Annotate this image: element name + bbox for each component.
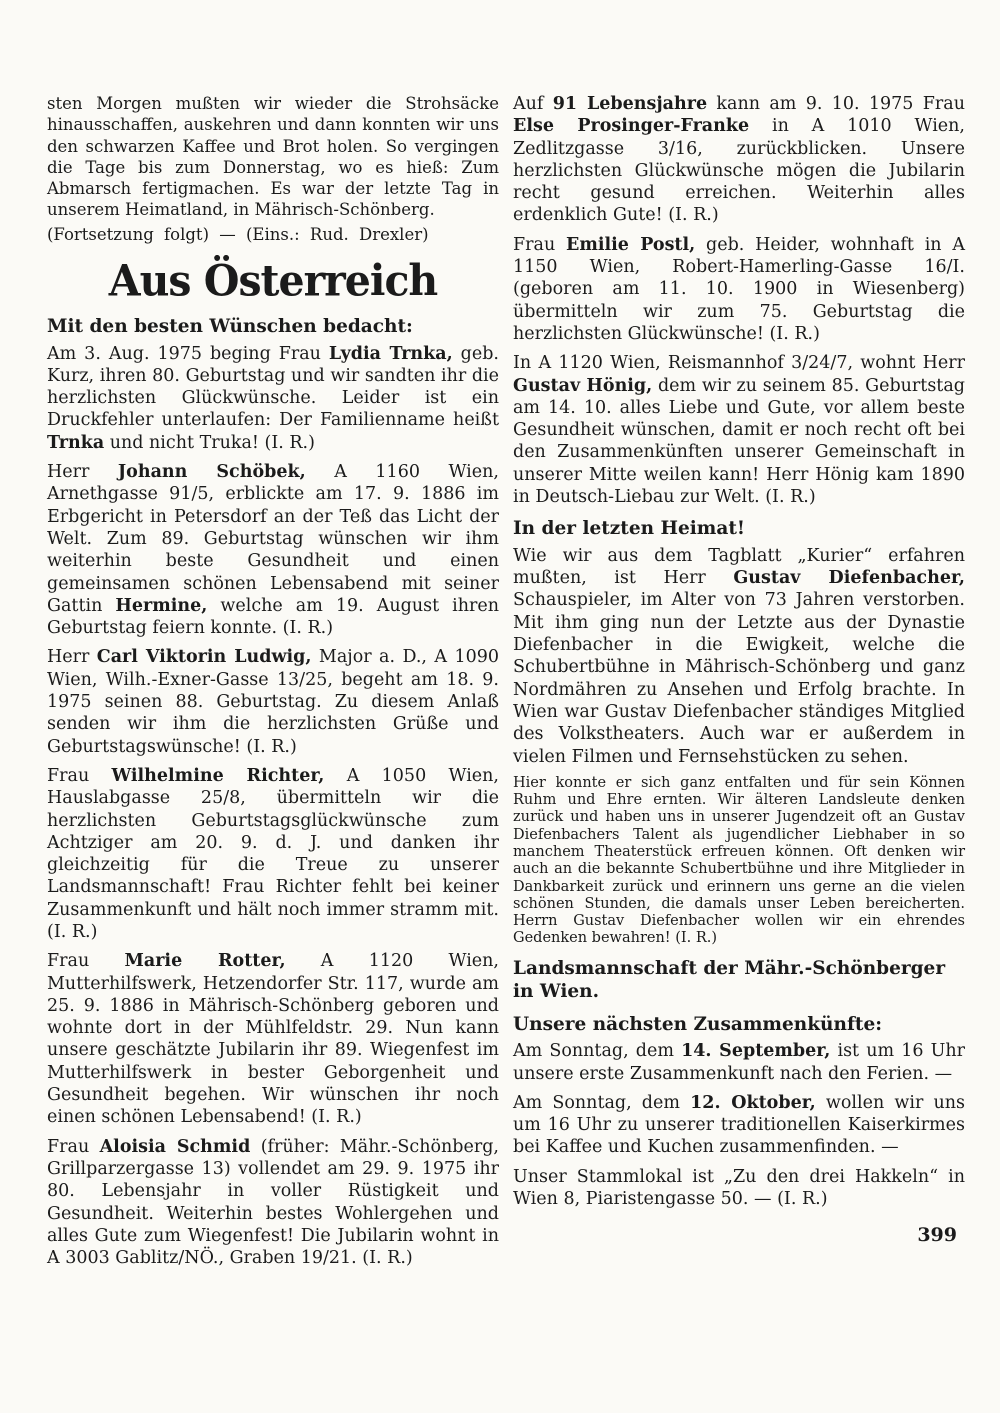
body-text: kann am 9. 10. 1975 Frau [707, 94, 965, 114]
emphasized-name: Trnka [47, 432, 105, 453]
body-text: Aus Österreich [108, 256, 438, 307]
body-text: A 1160 Wien, Arnethgasse 91/5, erblickte am 17. 9. 1886 im Erbgericht in Petersdorf an der Teß das Licht der Welt. Zum 89. Geburtstag wünschen wir ihm weiterhin beste Gesundheit und einen gemeinsamen schönen Lebensabend mit seiner Gattin [47, 462, 499, 616]
body-text: 399 [917, 1224, 957, 1247]
emphasized-name: Hermine, [115, 595, 208, 616]
schoebek-birthday-paragraph [47, 461, 499, 639]
body-text: Frau [47, 765, 112, 786]
story-continuation-paragraph [47, 93, 499, 221]
september-meeting-paragraph [513, 1040, 965, 1085]
body-text: geb. Heider, wohnhaft in A 1150 Wien, Robert-Hamerling-Gasse 16/I. (geboren am 11. 10. 1900 in Wiesenberg) übermitteln wir zum 75. Geburtstag die herzlichsten Glückwünsche! (I. R.) [513, 234, 965, 344]
letzte-heimat-heading [513, 517, 965, 541]
body-text: Auf [513, 94, 553, 114]
emphasized-name: 91 Lebensjahre [552, 94, 708, 114]
emphasized-name: Carl Viktorin Ludwig, [96, 647, 312, 668]
body-text: wollen wir uns um 16 Uhr zu unserer traditionellen Kaiserkirmes bei Kaffee und Kuchen zusammenfinden. — [513, 1092, 965, 1158]
body-text: in A 1010 Wien, Zedlitzgasse 3/16, zurückblicken. Unsere herzlichsten Glückwünsche mögen die Jubilarin recht gesund erreichen. Weiterhin alles erdenklich Gute! (I. R.) [513, 116, 965, 226]
body-text: Hier konnte er sich ganz entfalten und für sein Können Ruhm und Ehre ernten. Wir älteren Landsleute denken zurück und haben uns in unserer Jugendzeit oft an Gustav Diefenbachers Talent als jugendlicher Liebhaber in so manchem Theaterstück erfreuen können. Oft denken wir auch an die bekannte Schubertbühne und ihre Mitglieder in Dankbarkeit zurück und erinnern uns gerne an die vielen schönen Stunden, die damals unser Leben bereicherten. Herrn Gustav Diefenbacher wollen wir ein ehrendes Gedenken bewahren! (I. R.) [513, 774, 965, 947]
body-text: Frau [513, 234, 566, 255]
section-title-aus-oesterreich [47, 256, 499, 306]
body-text: A 1120 Wien, Mutterhilfswerk, Hetzendorfer Str. 117, wurde am 25. 9. 1886 in Mährisch-Schönberg geboren und wohnte dort in der Mühlfeldstr. 29. Nun kann unsere geschätzte Jubilarin ihr 89. Wiegenfest im Mutterhilfswerk in bester Geborgenheit und Gesundheit begehen. Wir wünschen ihr noch einen schönen Lebensabend! (I. R.) [47, 951, 499, 1128]
emphasized-name: Marie Rotter, [124, 951, 286, 972]
body-text: (früher: Mähr.-Schönberg, Grillparzergasse 13) vollendet am 29. 9. 1975 ihr 80. Lebensjahr in voller Rüstigkeit und Gesundheit. Weiterhin bestes Wohlergehen und alles Gute zum Wiegenfest! Die Jubilarin wohnt in A 3003 Gablitz/NÖ., Graben 19/21. (I. R.) [47, 1136, 499, 1269]
page-number [513, 1224, 965, 1246]
body-text: Am Sonntag, dem [513, 1092, 691, 1113]
body-text: Unsere nächsten Zusammenkünfte: [513, 1013, 883, 1035]
body-text: Schauspieler, im Alter von 73 Jahren verstorben. Mit ihm ging nun der Letzte aus der Dynastie Diefenbacher in die Ewigkeit, welche die Schubertbühne in Mährisch-Schönberg und ganz Nordmähren zu Ansehen und Erfolg brachte. In Wien war Gustav Diefenbacher ständiges Mitglied des Volkstheaters. Auch war er außerdem in vielen Filmen und Fernsehstücken zu sehen. [513, 590, 965, 767]
body-text: Frau [47, 951, 125, 972]
two-column-layout [47, 93, 965, 1276]
body-text: Mit den besten Wünschen bedacht: [47, 316, 413, 338]
left-column [47, 93, 499, 1276]
right-column [513, 93, 965, 1276]
continuation-signature [47, 224, 499, 245]
emphasized-name: Wilhelmine Richter, [111, 765, 325, 786]
body-text: Am 3. Aug. 1975 beging Frau [47, 343, 329, 364]
body-text: und nicht Truka! (I. R.) [104, 432, 315, 453]
emphasized-name: 12. Oktober, [690, 1092, 816, 1113]
richter-birthday-paragraph [47, 765, 499, 943]
stammlokal-paragraph [513, 1166, 965, 1211]
emphasized-name: Emilie Postl, [565, 234, 696, 255]
body-text: Herr [47, 462, 118, 483]
landsmannschaft-heading [513, 957, 965, 1004]
body-text: A 1050 Wien, Hauslabgasse 25/8, übermitteln wir die herzlichsten Geburtstagsglückwünsche zum Achtziger am 20. 9. d. J. und danken ihr gleichzeitig für die Treue zu unserer Landsmannschaft! Frau Richter fehlt bei keiner Zusammenkunft und hält noch immer stramm mit. (I. R.) [47, 765, 499, 942]
emphasized-name: Aloisia Schmid [99, 1136, 251, 1157]
emphasized-name: Else Prosinger-Franke [513, 116, 750, 137]
body-text: In der letzten Heimat! [513, 518, 745, 540]
body-text: Wie wir aus dem Tagblatt „Kurier“ erfahren mußten, ist Herr [513, 545, 965, 589]
body-text: welche am 19. August ihren Geburtstag feiern konnte. (I. R.) [47, 595, 499, 639]
body-text: dem wir zu seinem 85. Geburtstag am 14. 10. alles Liebe und Gute, vor allem beste Gesundheit wünschen, damit er noch recht oft bei den Zusammenkünften unserer Gemeinschaft in unserer Mitte weilen kann! Herr Hönig kam 1890 in Deutsch-Liebau zur Welt. (I. R.) [513, 375, 965, 508]
oktober-meeting-paragraph [513, 1092, 965, 1159]
body-text: Unser Stammlokal ist „Zu den drei Hakkeln“ in Wien 8, Piaristengasse 50. — (I. R.) [513, 1166, 965, 1210]
emphasized-name: Lydia Trnka, [328, 343, 453, 364]
body-text: Am Sonntag, dem [513, 1041, 682, 1062]
body-text: Major a. D., A 1090 Wien, Wilh.-Exner-Gasse 13/25, begeht am 18. 9. 1975 seinen 88. Geburtstag. Zu diesem Anlaß senden wir ihm die herzlichsten Grüße und Geburtstagswünsche! (I. R.) [47, 647, 499, 757]
body-text: Landsmannschaft der Mähr.-Schönberger in Wien. [513, 957, 946, 1003]
body-text: Frau [47, 1136, 100, 1157]
body-text: (Fortsetzung folgt) — (Eins.: Rud. Drexler) [47, 224, 429, 244]
postl-birthday-paragraph [513, 234, 965, 345]
birthday-wishes-heading [47, 315, 499, 339]
ludwig-birthday-paragraph [47, 646, 499, 757]
emphasized-name: Gustav Diefenbacher, [733, 568, 965, 589]
body-text: geb. Kurz, ihren 80. Geburtstag und wir sandten ihr die herzlichsten Glückwünsche. Leider ist ein Druckfehler unterlaufen: Der Familienname heißt [47, 343, 499, 431]
rotter-birthday-paragraph [47, 950, 499, 1128]
body-text: In A 1120 Wien, Reismannhof 3/24/7, wohnt Herr [513, 353, 965, 374]
emphasized-name: Gustav Hönig, [513, 375, 653, 396]
diefenbacher-tribute-small-paragraph [513, 775, 965, 948]
emphasized-name: 14. September, [681, 1041, 831, 1062]
body-text: ist um 16 Uhr unsere erste Zusammenkunft nach den Ferien. — [513, 1041, 965, 1084]
body-text: Herr [47, 647, 97, 668]
schmid-birthday-paragraph [47, 1136, 499, 1270]
emphasized-name: Johann Schöbek, [117, 462, 306, 483]
hoenig-birthday-paragraph [513, 352, 965, 508]
body-text: sten Morgen mußten wir wieder die Strohsäcke hinausschaffen, auskehren und dann konnten wir uns den schwarzen Kaffee und Brot holen. So vergingen die Tage bis zum Donnerstag, wo es hieß: Zum Abmarsch fertigmachen. Es war der letzte Tag in unserem Heimatland, in Mährisch-Schönberg. [47, 94, 499, 220]
diefenbacher-obituary-paragraph [513, 545, 965, 768]
trnka-birthday-paragraph [47, 343, 499, 454]
prosinger-franke-birthday-paragraph [513, 93, 965, 227]
zusammenkuenfte-heading [513, 1013, 965, 1037]
